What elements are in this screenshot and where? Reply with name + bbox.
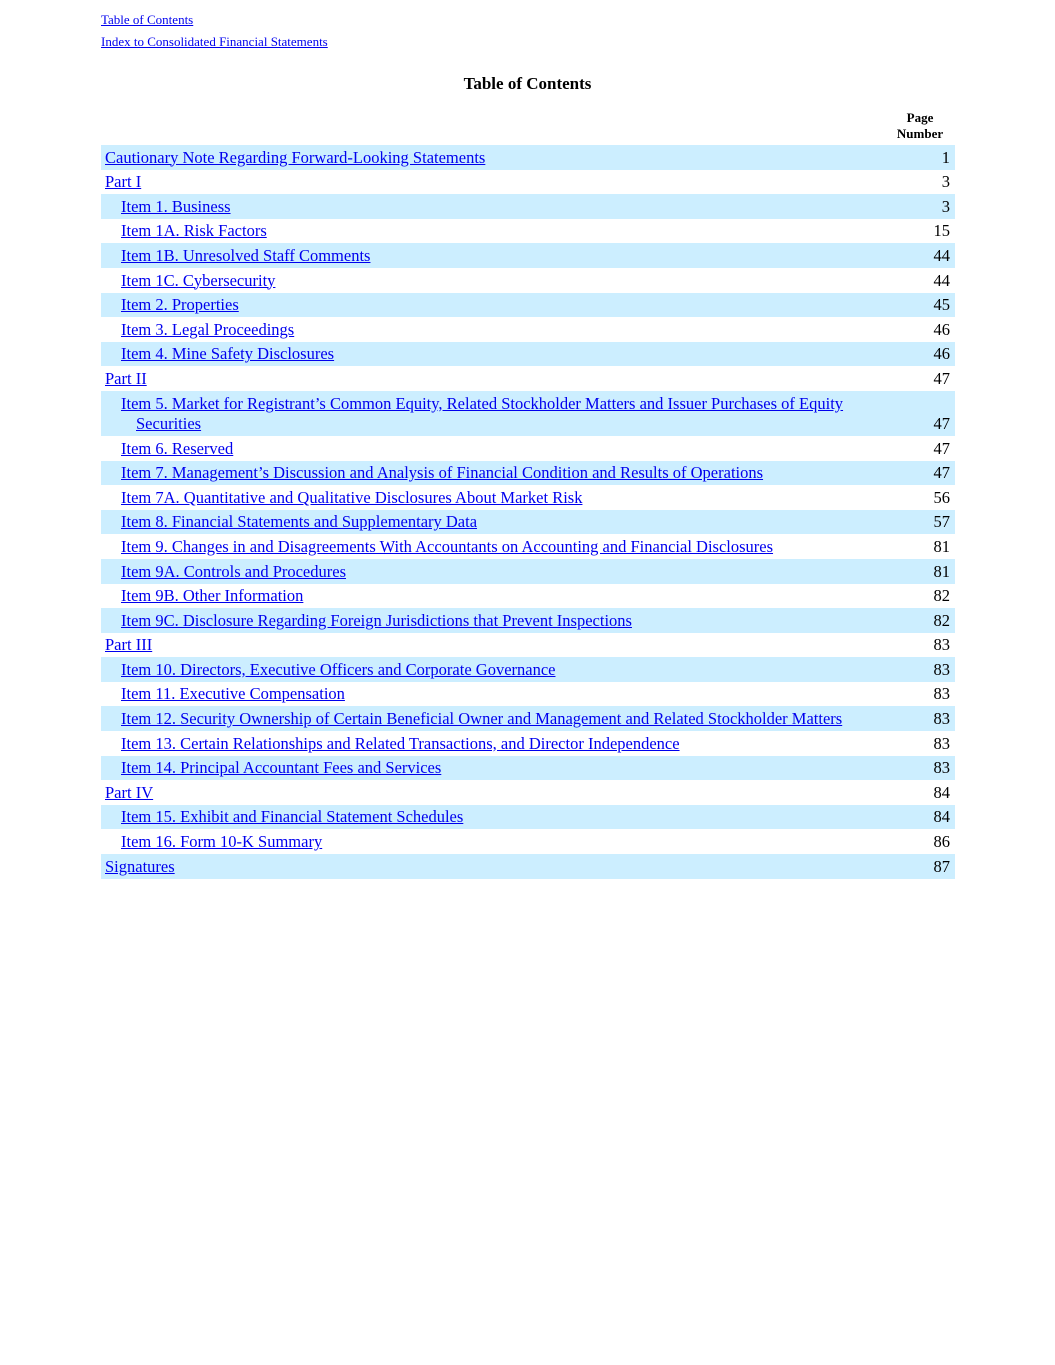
toc-row (101, 268, 955, 293)
top-nav-links (101, 9, 328, 53)
toc-row (101, 584, 955, 609)
toc-entry-cell (105, 344, 910, 364)
toc-row (101, 657, 955, 682)
toc-entry-link[interactable]: Item 9C. Disclosure Regarding Foreign Jurisdictions that Prevent Inspections (121, 610, 632, 630)
toc-entry-cell (105, 635, 910, 655)
toc-entry-cell (105, 734, 910, 754)
toc-page-number: 3 (941, 196, 950, 216)
toc-entry-cell (105, 660, 910, 680)
toc-entry-cell (105, 197, 910, 217)
toc-entry-cell (105, 221, 910, 241)
toc-page-number: 83 (933, 684, 950, 704)
toc-entry-link[interactable]: Item 11. Executive Compensation (121, 684, 345, 704)
toc-page-number: 83 (933, 709, 950, 729)
toc-row (101, 293, 955, 318)
toc-page-number: 15 (933, 221, 950, 241)
toc-page-number: 82 (933, 586, 950, 606)
toc-entry-cell (105, 562, 910, 582)
toc-row (101, 391, 955, 436)
page-number-column-header (884, 110, 956, 142)
toc-entry-link[interactable]: Item 1C. Cybersecurity (121, 270, 276, 290)
toc-entry-cell (105, 463, 910, 483)
toc-entry-link[interactable]: Item 15. Exhibit and Financial Statement Schedules (121, 807, 464, 827)
toc-page-number: 83 (933, 733, 950, 753)
toc-entry-link[interactable]: Signatures (105, 856, 175, 876)
toc-row (101, 461, 955, 486)
toc-entry-link[interactable]: Item 16. Form 10-K Summary (121, 832, 323, 852)
toc-page-number: 46 (933, 344, 950, 364)
toc-page-number: 47 (933, 463, 950, 483)
toc-row (101, 366, 955, 391)
toc-row (101, 682, 955, 707)
toc-page-number: 44 (933, 245, 950, 265)
toc-entry-link[interactable]: Cautionary Note Regarding Forward-Looking Statements (105, 147, 486, 167)
toc-entry-link[interactable]: Item 7. Management’s Discussion and Analysis of Financial Condition and Results of Operations (121, 463, 764, 483)
toc-page-number: 87 (933, 856, 950, 876)
page-number-header-line-2: Number (896, 126, 944, 141)
toc-page-number: 83 (933, 635, 950, 655)
toc-page-number: 83 (933, 758, 950, 778)
toc-entry-link[interactable]: Item 14. Principal Accountant Fees and Services (121, 758, 442, 778)
toc-page-number: 82 (933, 610, 950, 630)
toc-entry-cell (105, 832, 910, 852)
toc-row (101, 731, 955, 756)
toc-entry-cell (105, 271, 910, 291)
index-financial-statements-link[interactable]: Index to Consolidated Financial Statements (101, 34, 328, 49)
toc-entry-cell (105, 246, 910, 266)
toc-entry-link[interactable]: Item 1A. Risk Factors (121, 221, 267, 241)
toc-entry-link[interactable]: Item 7A. Quantitative and Qualitative Disclosures About Market Risk (121, 487, 583, 507)
toc-entry-link[interactable]: Item 12. Security Ownership of Certain Beneficial Owner and Management and Related Stockholder Matters (121, 709, 843, 729)
toc-row (101, 510, 955, 535)
page-title: Table of Contents (463, 74, 592, 93)
toc-entry-cell (105, 369, 910, 389)
toc-entry-link[interactable]: Item 13. Certain Relationships and Related Transactions, and Director Independence (121, 733, 680, 753)
toc-entry-cell (105, 295, 910, 315)
table-of-contents-link[interactable]: Table of Contents (101, 12, 194, 27)
toc-page-number: 81 (933, 536, 950, 556)
toc-row (101, 317, 955, 342)
toc-entry-link[interactable]: Item 1. Business (121, 196, 231, 216)
toc-row (101, 706, 955, 731)
toc-entry-link[interactable]: Item 9A. Controls and Procedures (121, 561, 346, 581)
toc-entry-cell (105, 758, 910, 778)
toc-entry-cell (105, 439, 910, 459)
toc-entry-link[interactable]: Item 2. Properties (121, 295, 239, 315)
toc-page-number: 3 (941, 172, 950, 192)
toc-entry-cell (105, 394, 910, 434)
toc-row (101, 633, 955, 658)
toc-entry-link[interactable]: Item 4. Mine Safety Disclosures (121, 344, 335, 364)
toc-row (101, 243, 955, 268)
toc-page-number: 84 (933, 782, 950, 802)
toc-row (101, 534, 955, 559)
toc-page-number: 83 (933, 659, 950, 679)
toc-entry-link[interactable]: Item 10. Directors, Executive Officers and Corporate Governance (121, 659, 556, 679)
toc-page-number: 56 (933, 487, 950, 507)
toc-entry-link[interactable]: Item 8. Financial Statements and Supplementary Data (121, 512, 478, 532)
toc-entry-cell (105, 709, 910, 729)
toc-page-number: 47 (933, 413, 950, 433)
toc-row (101, 805, 955, 830)
toc-entry-cell (105, 684, 910, 704)
toc-entry-cell (105, 148, 910, 168)
toc-page-number: 46 (933, 319, 950, 339)
toc-row (101, 854, 955, 879)
toc-page-number: 86 (933, 832, 950, 852)
toc-entry-cell (105, 611, 910, 631)
toc-entry-cell (105, 537, 910, 557)
page-number-header-line-1: Page (906, 110, 934, 125)
toc-row (101, 559, 955, 584)
toc-entry-cell (105, 320, 910, 340)
toc-entry-link[interactable]: Item 3. Legal Proceedings (121, 319, 295, 339)
toc-entry-link[interactable]: Part III (105, 635, 153, 655)
toc-entry-link[interactable]: Part II (105, 368, 147, 388)
toc-entry-cell (105, 807, 910, 827)
toc-entry-cell (105, 488, 910, 508)
toc-page-number: 81 (933, 561, 950, 581)
toc-entry-cell (105, 586, 910, 606)
toc-row (101, 170, 955, 195)
table-of-contents-list (101, 145, 955, 879)
toc-entry-link[interactable]: Item 5. Market for Registrant’s Common Equity, Related Stockholder Matters and Issuer Purchases of Equity Securities (121, 393, 844, 433)
toc-entry-cell (105, 783, 910, 803)
toc-entry-link[interactable]: Item 9B. Other Information (121, 586, 304, 606)
toc-entry-link[interactable]: Part I (105, 172, 142, 192)
toc-entry-link[interactable]: Part IV (105, 782, 154, 802)
toc-entry-link[interactable]: Item 1B. Unresolved Staff Comments (121, 245, 371, 265)
toc-row (101, 436, 955, 461)
toc-row (101, 219, 955, 244)
toc-row (101, 342, 955, 367)
toc-entry-link[interactable]: Item 9. Changes in and Disagreements With Accountants on Accounting and Financial Disclosures (121, 536, 774, 556)
toc-row (101, 194, 955, 219)
toc-page-number: 84 (933, 807, 950, 827)
toc-entry-link[interactable]: Item 6. Reserved (121, 438, 234, 458)
toc-entry-cell (105, 172, 910, 192)
toc-entry-cell (105, 857, 910, 877)
toc-row (101, 756, 955, 781)
toc-row (101, 829, 955, 854)
toc-row (101, 145, 955, 170)
toc-page-number: 47 (933, 438, 950, 458)
toc-entry-cell (105, 512, 910, 532)
toc-page-number: 57 (933, 512, 950, 532)
toc-row (101, 608, 955, 633)
toc-page-number: 1 (941, 147, 950, 167)
toc-page-number: 47 (933, 368, 950, 388)
toc-page-number: 45 (933, 295, 950, 315)
toc-row (101, 485, 955, 510)
toc-row (101, 780, 955, 805)
toc-page-number: 44 (933, 270, 950, 290)
